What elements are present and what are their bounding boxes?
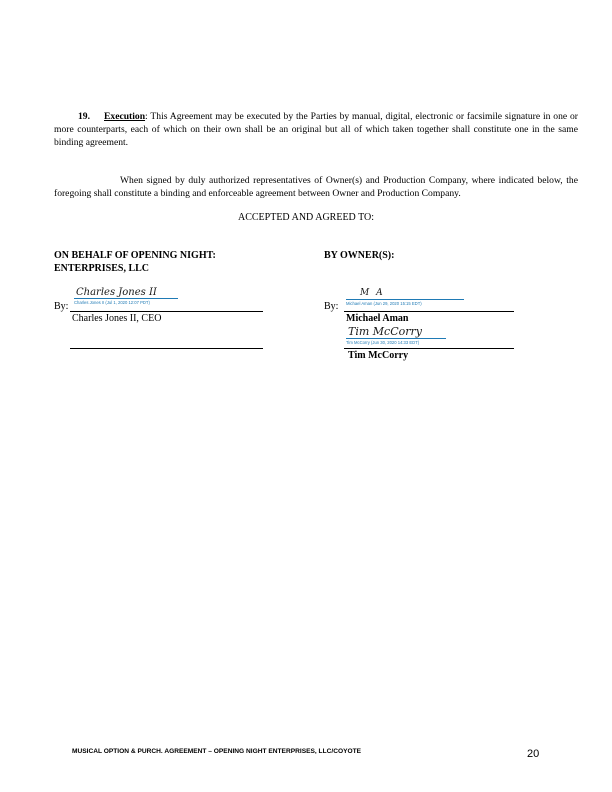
right-by-label: By: xyxy=(324,301,339,312)
left-signature: Charles Jones II xyxy=(76,287,157,298)
left-signature-underline xyxy=(74,298,178,299)
left-signer-name: Charles Jones II, CEO xyxy=(72,313,162,324)
accepted-heading: ACCEPTED AND AGREED TO: xyxy=(237,212,375,223)
right-party-heading: BY OWNER(S): xyxy=(324,250,395,261)
left-party-heading-line2: ENTERPRISES, LLC xyxy=(54,263,150,274)
section-19-paragraph xyxy=(54,110,578,149)
left-signature-meta: Charles Jones II (Jul 1, 2020 12:07 PDT) xyxy=(74,300,150,305)
right-signature-1-underline xyxy=(346,299,464,300)
closing-paragraph: When signed by duly authorized representatives of Owner(s) and Production Company, where indicated below, the foregoing shall constitute a binding and enforceable agreement between Owner and Production Company. xyxy=(54,175,578,199)
right-signer-1-name: Michael Aman xyxy=(346,313,409,324)
right-signer-2-name: Tim McCorry xyxy=(348,350,409,361)
section-body: : This Agreement may be executed by the Parties by manual, digital, electronic or facsimile signature in one or more counterparts, each of which on their own shall be an original but all of which taken together shall constitute one in the same binding agreement. xyxy=(54,111,578,148)
left-blank-signature-line xyxy=(70,348,263,349)
right-signature-1: M A xyxy=(360,288,385,298)
section-title: Execution xyxy=(104,111,146,122)
left-signature-line xyxy=(70,311,263,312)
right-signature-2-underline xyxy=(346,338,446,339)
right-signature-2: Tim McCorry xyxy=(348,325,422,338)
right-signature-line-2 xyxy=(344,348,514,349)
footer-title: MUSICAL OPTION & PURCH. AGREEMENT – OPENING NIGHT ENTERPRISES, LLC/COYOTE xyxy=(72,748,362,755)
page-number: 20 xyxy=(527,748,540,760)
right-signature-2-meta: Tim McCorry (Jun 30, 2020 14:33 EDT) xyxy=(346,340,420,345)
left-by-label: By: xyxy=(54,301,69,312)
right-signature-1-meta: Michael Aman (Jun 29, 2020 15:15 EDT) xyxy=(346,301,422,306)
section-number: 19. xyxy=(78,111,90,122)
right-signature-line-1 xyxy=(344,311,514,312)
left-party-heading-line1: ON BEHALF OF OPENING NIGHT: xyxy=(54,250,216,261)
